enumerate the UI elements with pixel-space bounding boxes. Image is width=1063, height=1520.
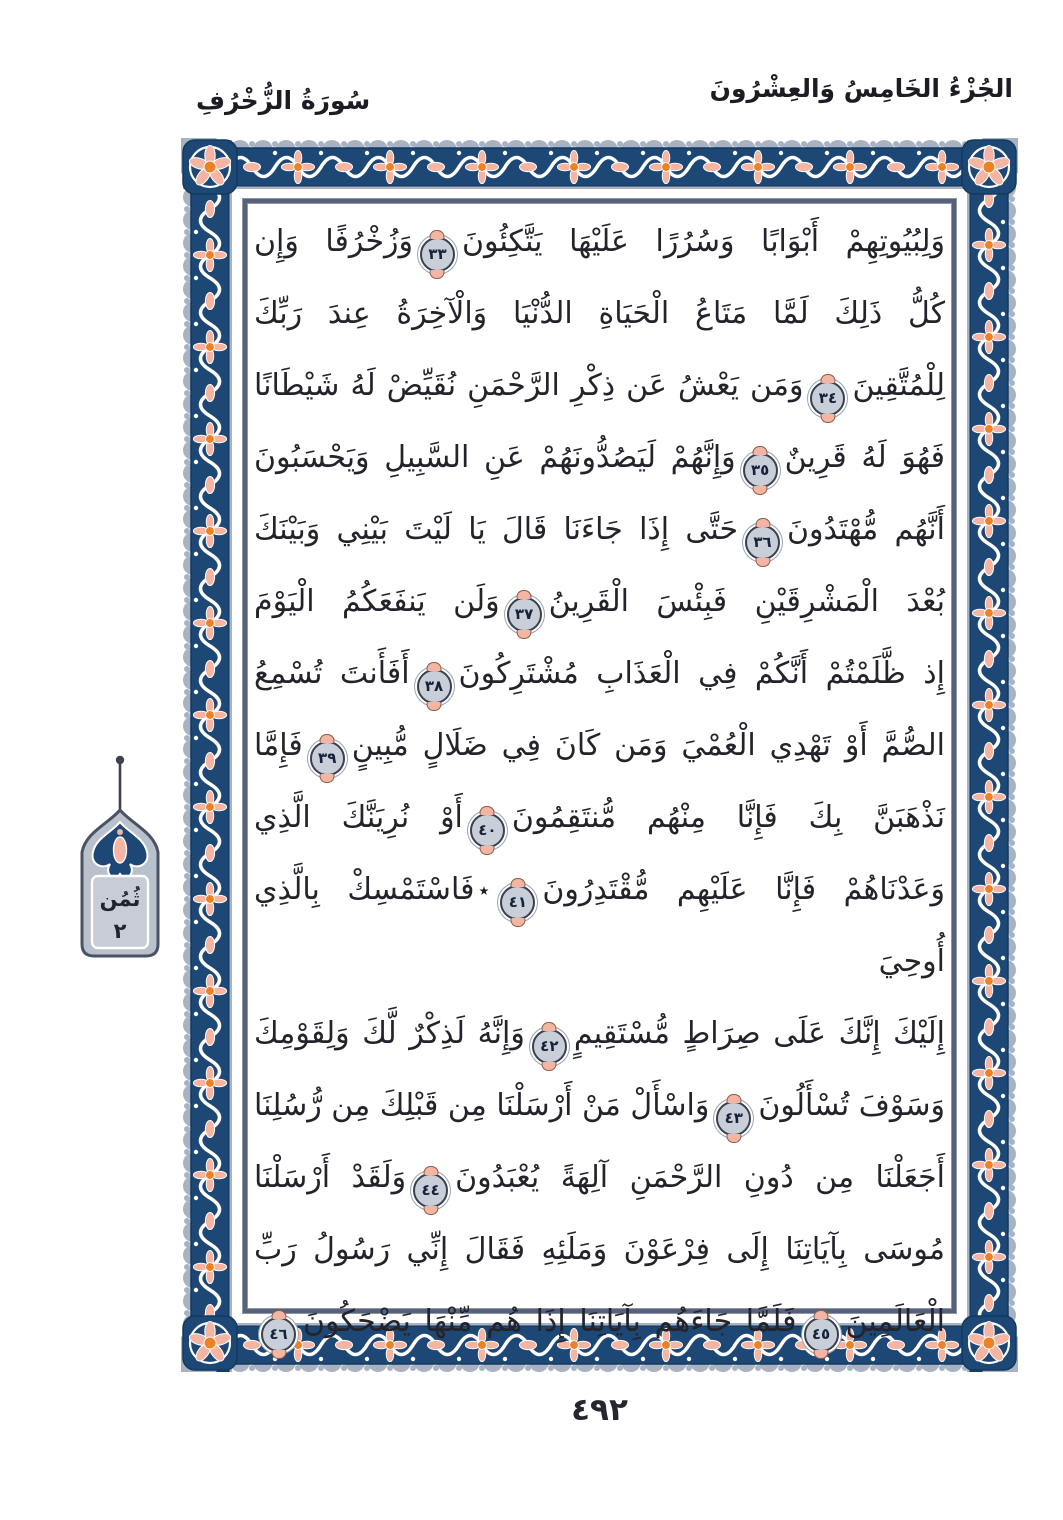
corner-flower-medallion xyxy=(960,138,1018,196)
aya-text: فَإِمَّا xyxy=(254,728,303,763)
aya-text: أَنَّهُم مُّهْتَدُونَ xyxy=(787,512,945,547)
quran-line xyxy=(254,1070,945,1142)
aya-marker: ٣٧ xyxy=(507,597,542,632)
aya-text: وَمَن يَعْشُ عَن ذِكْرِ الرَّحْمَنِ نُقَيِّضْ لَهُ شَيْطَانًا xyxy=(254,368,804,403)
border-right xyxy=(962,140,1016,1372)
aya-text: أَجَعَلْنَا مِن دُونِ الرَّحْمَنِ آلِهَةً يُعْبَدُونَ xyxy=(455,1160,945,1195)
aya-marker: ٣٨ xyxy=(417,669,452,704)
quran-text-block xyxy=(254,206,946,1343)
aya-text: الْعَالَمِينَ xyxy=(845,1304,945,1339)
aya-text: وَإِنَّهُ لَذِكْرٌ لَّكَ وَلِقَوْمِكَ xyxy=(254,1016,525,1051)
aya-text: وَعَدْنَاهُمْ فَإِنَّا عَلَيْهِم مُّقْتَدِرُونَ xyxy=(542,872,945,907)
aya-text: فَهُوَ لَهُ قَرِينٌ xyxy=(784,440,946,475)
thumn-label: ثُمُن xyxy=(99,887,141,911)
quran-line xyxy=(254,566,945,638)
quran-line xyxy=(254,710,945,782)
aya-text: لِلْمُتَّقِينَ xyxy=(852,368,945,403)
aya-text: وَسَوْفَ تُسْأَلُونَ xyxy=(758,1088,945,1123)
aya-marker: ٣٥ xyxy=(743,453,778,488)
border-corner-top-right xyxy=(960,138,1018,196)
aya-text: أَوْ نُرِيَنَّكَ الَّذِي xyxy=(254,800,463,835)
border-corner-top-left xyxy=(181,138,239,196)
aya-text: الصُّمَّ أَوْ تَهْدِي الْعُمْيَ وَمَن كَانَ فِي ضَلَالٍ مُّبِينٍ xyxy=(351,728,945,763)
quran-line xyxy=(254,1142,945,1214)
aya-marker: ٣٦ xyxy=(745,525,780,560)
quran-line xyxy=(254,998,945,1070)
aya-text: كُلُّ ذَلِكَ لَمَّا مَتَاعُ الْحَيَاةِ الدُّنْيَا وَالْآخِرَةُ عِندَ رَبِّكَ xyxy=(254,296,945,331)
aya-marker: ٤١ xyxy=(500,885,535,920)
aya-text: وَإِنَّهُمْ لَيَصُدُّونَهُمْ عَنِ السَّبِيلِ وَيَحْسَبُونَ xyxy=(254,440,736,475)
aya-text: بُعْدَ الْمَشْرِقَيْنِ فَبِئْسَ الْقَرِينُ xyxy=(548,584,945,619)
decorative-border-pattern xyxy=(183,140,1016,194)
aya-marker: ٣٣ xyxy=(420,237,455,272)
corner-flower-medallion xyxy=(181,1314,239,1372)
quran-line xyxy=(254,350,945,422)
aya-text: فَاسْتَمْسِكْ بِالَّذِي أُوحِيَ xyxy=(254,872,945,979)
aya-text: وَلَن يَنفَعَكُمُ الْيَوْمَ xyxy=(254,584,500,619)
aya-text: حَتَّى إِذَا جَاءَنَا قَالَ يَا لَيْتَ بَيْنِي وَبَيْنَكَ xyxy=(254,512,739,547)
corner-flower-medallion xyxy=(960,1314,1018,1372)
aya-text: نَذْهَبَنَّ بِكَ فَإِنَّا مِنْهُم مُّنتَقِمُونَ xyxy=(511,800,945,835)
quran-line xyxy=(254,854,945,998)
aya-text: إِلَيْكَ إِنَّكَ عَلَى صِرَاطٍ مُّسْتَقِيمٍ xyxy=(573,1016,945,1051)
aya-text: وَزُخْرُفًا وَإِن xyxy=(254,224,413,259)
border-top xyxy=(183,140,1016,194)
aya-marker: ٣٩ xyxy=(310,741,345,776)
surah-title: سُورَةُ الزُّخْرُفِ xyxy=(196,86,371,115)
aya-marker: ٤٦ xyxy=(261,1317,296,1352)
aya-text: وَاسْأَلْ مَنْ أَرْسَلْنَا مِن قَبْلِكَ مِن رُّسُلِنَا xyxy=(254,1088,710,1123)
quran-line xyxy=(254,278,945,350)
hizb-star: ٭ xyxy=(478,878,490,902)
juz-title: الجُزْءُ الخَامِسُ وَالعِشْرُونَ xyxy=(709,74,1013,103)
corner-flower-medallion xyxy=(181,138,239,196)
quran-line xyxy=(254,638,945,710)
aya-text: وَلِبُيُوتِهِمْ أَبْوَابًا وَسُرُرًا عَلَيْهَا يَتَّكِئُونَ xyxy=(461,224,945,259)
thumn-marker-ornament xyxy=(68,748,172,968)
quran-line xyxy=(254,1214,945,1286)
aya-marker: ٤٠ xyxy=(470,813,505,848)
aya-marker: ٤٤ xyxy=(413,1173,448,1208)
border-left xyxy=(183,140,237,1372)
quran-line xyxy=(254,782,945,854)
aya-text: وَلَقَدْ أَرْسَلْنَا xyxy=(254,1160,407,1195)
aya-marker: ٤٢ xyxy=(532,1029,567,1064)
quran-line xyxy=(254,206,945,278)
quran-line xyxy=(254,422,945,494)
aya-text: أَفَأَنتَ تُسْمِعُ xyxy=(254,656,410,691)
aya-text: فَلَمَّا جَاءَهُم بِآيَاتِنَا إِذَا هُم مِّنْهَا يَضْحَكُونَ xyxy=(303,1304,797,1339)
quran-line xyxy=(254,494,945,566)
aya-text: مُوسَى بِآيَاتِنَا إِلَى فِرْعَوْنَ وَمَلَئِهِ فَقَالَ إِنِّي رَسُولُ رَبِّ xyxy=(254,1232,945,1267)
page-number: ٤٩٢ xyxy=(571,1392,628,1428)
decorative-border-pattern xyxy=(962,140,1016,1372)
border-corner-bottom-left xyxy=(181,1314,239,1372)
quran-line xyxy=(254,1286,945,1358)
thumn-dome xyxy=(68,748,172,968)
aya-marker: ٤٣ xyxy=(716,1101,751,1136)
border-corner-bottom-right xyxy=(960,1314,1018,1372)
thumn-value: ٢ xyxy=(113,919,127,943)
aya-marker: ٣٤ xyxy=(810,381,845,416)
aya-text: إِذ ظَّلَمْتُمْ أَنَّكُمْ فِي الْعَذَابِ مُشْتَرِكُونَ xyxy=(458,656,945,691)
decorative-border-pattern xyxy=(183,140,237,1372)
aya-marker: ٤٥ xyxy=(804,1317,839,1352)
